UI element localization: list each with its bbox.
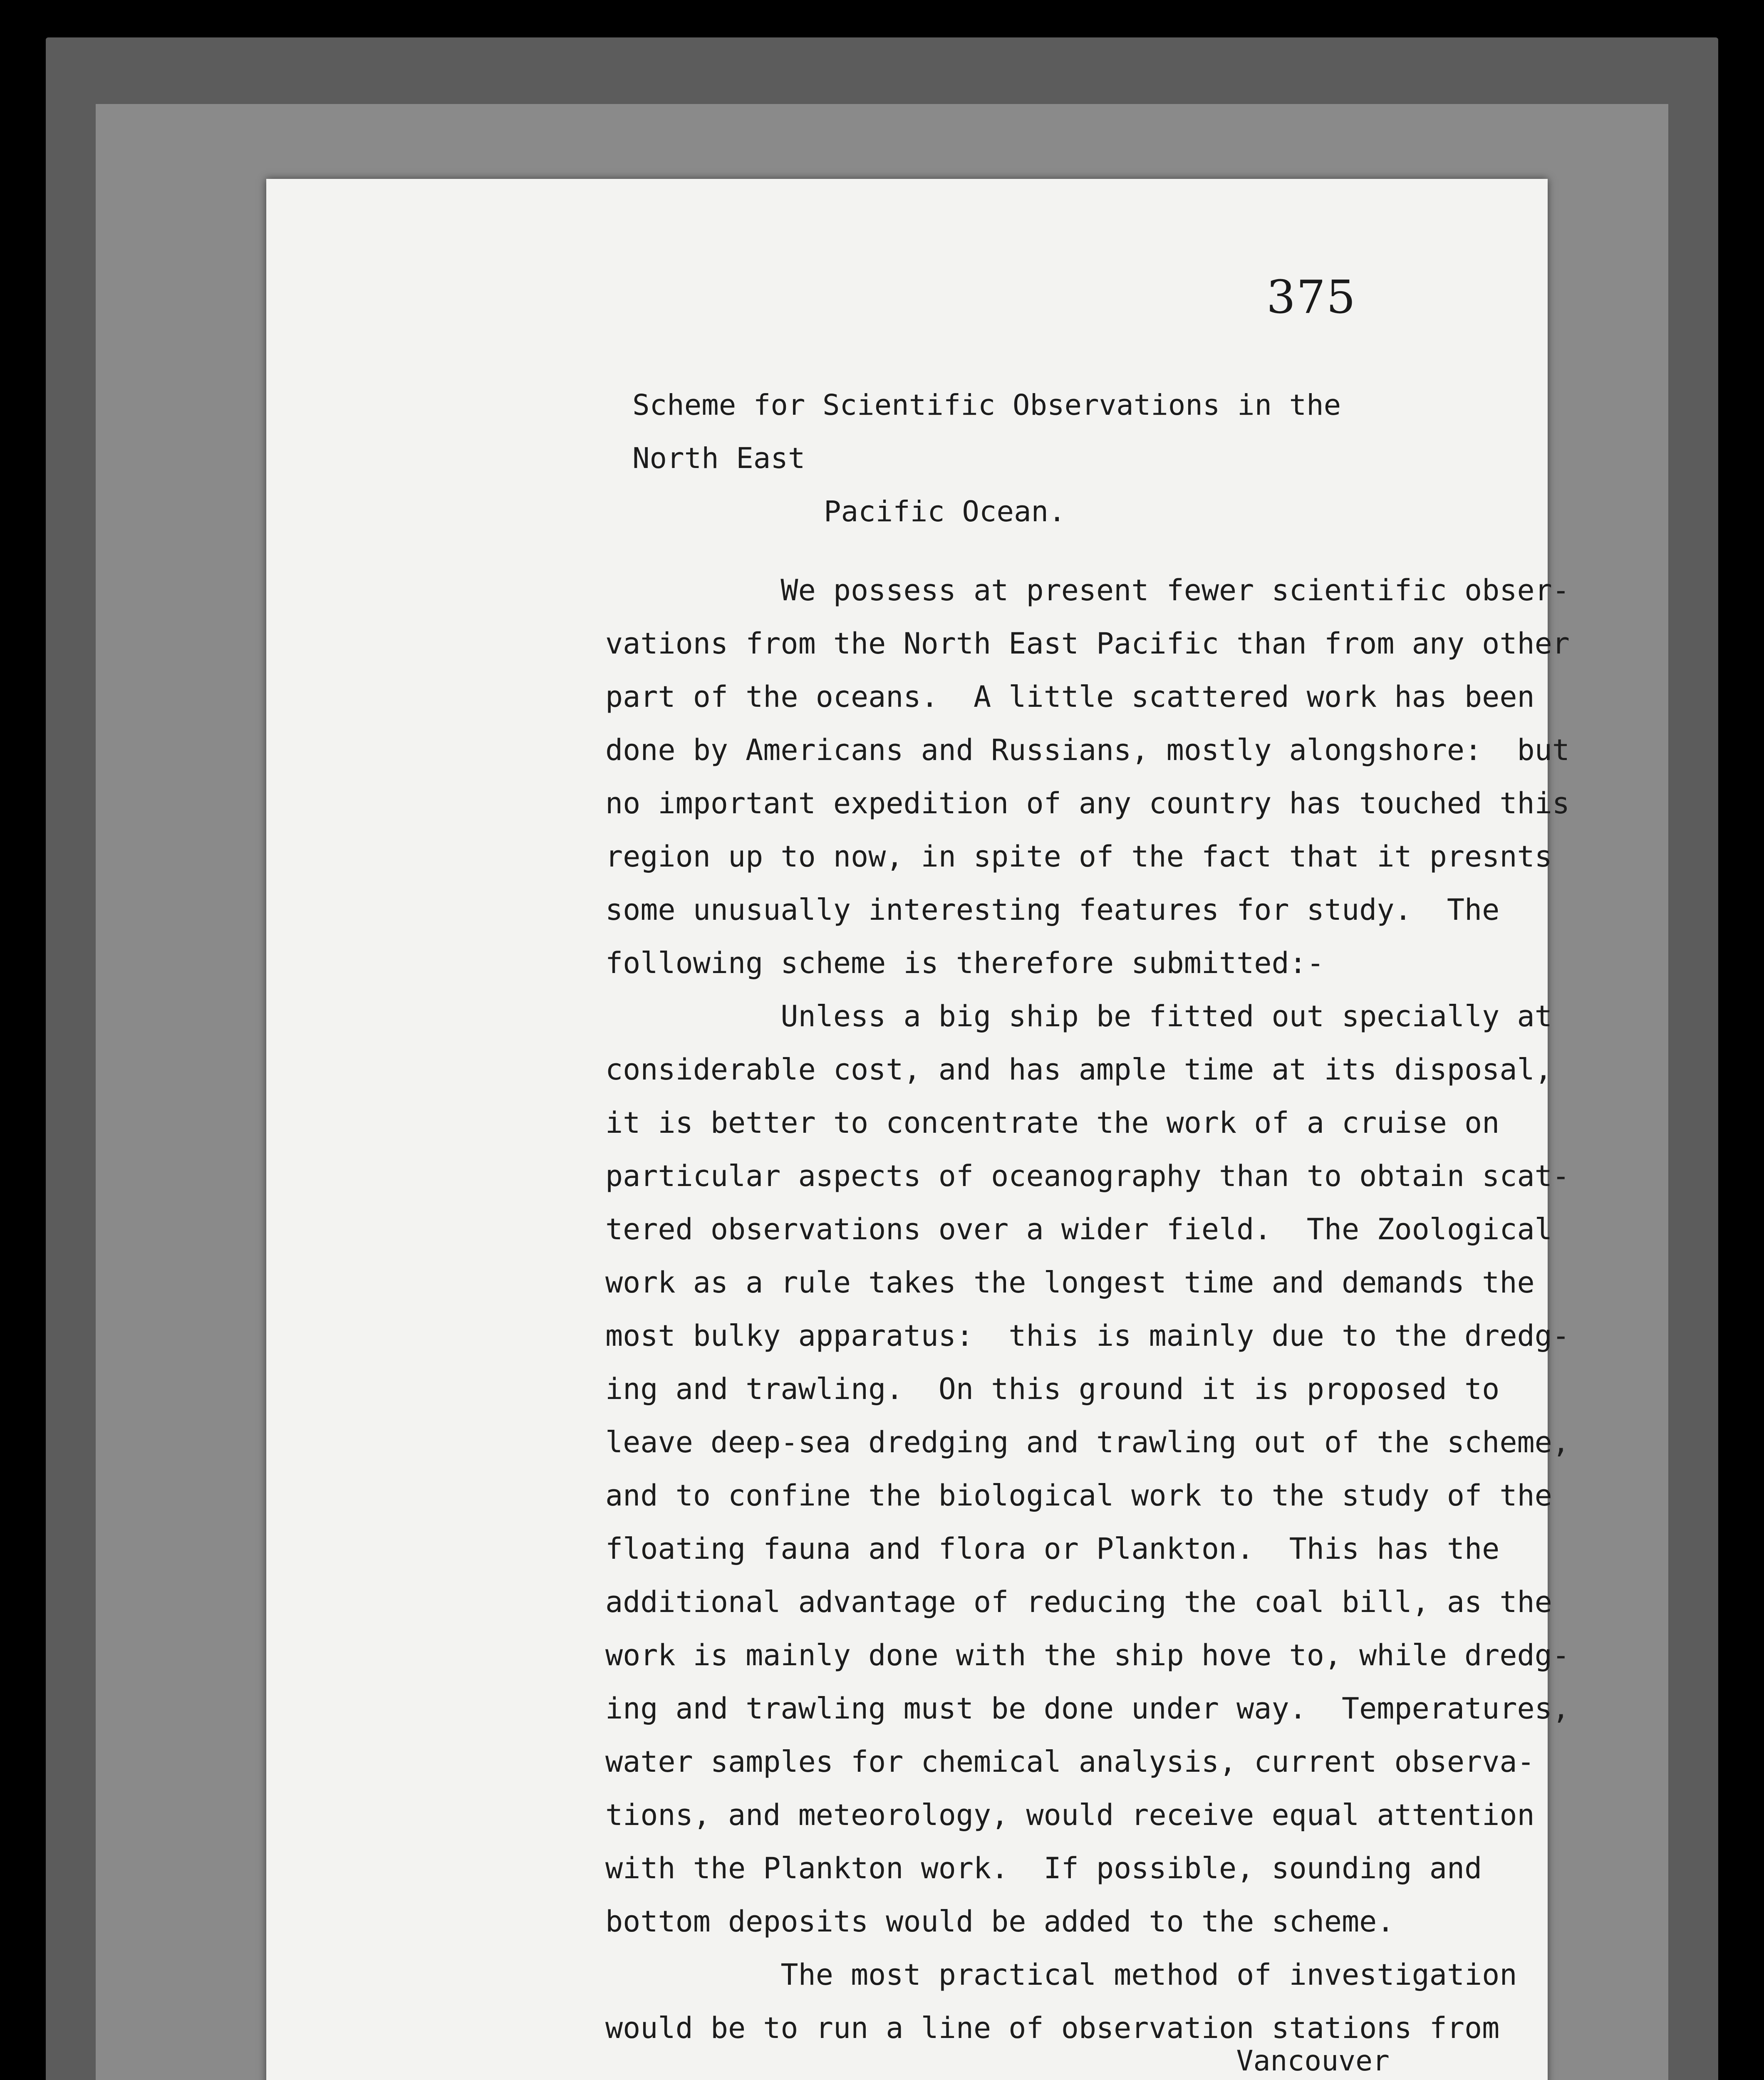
body-line: ing and trawling must be done under way. Temperatures, [605,1691,1570,1726]
document-title [632,379,1439,538]
page-number: 375 [1266,270,1356,324]
body-line: following scheme is therefore submitted:- [605,946,1324,980]
body-line: vations from the North East Pacific than from any other [605,626,1570,661]
body-line: part of the oceans. A little scattered work has been [605,680,1535,714]
body-line: additional advantage of reducing the coal bill, as the [605,1585,1552,1619]
body-line: would be to run a line of observation stations from [605,2011,1500,2045]
body-line: floating fauna and flora or Plankton. This has the [605,1532,1500,1566]
title-line-2: Pacific Ocean. [824,495,1066,528]
body-line: with the Plankton work. If possible, sounding and [605,1851,1482,1885]
body-line: ing and trawling. On this ground it is proposed to [605,1372,1500,1406]
body-line: water samples for chemical analysis, current observa- [605,1745,1535,1779]
body-line: considerable cost, and has ample time at its disposal, [605,1052,1552,1087]
body-line: no important expedition of any country has touched this [605,786,1570,820]
body-line: tions, and meteorology, would receive equal attention [605,1798,1535,1832]
body-line: leave deep-sea dredging and trawling out of the scheme, [605,1425,1570,1459]
body-line: particular aspects of oceanography than to obtain scat- [605,1159,1570,1193]
body-line: work as a rule takes the longest time and demands the [605,1265,1535,1300]
body-text [605,564,1570,2055]
body-line: some unusually interesting features for study. The [605,893,1500,927]
body-line: it is better to concentrate the work of a cruise on [605,1106,1500,1140]
body-line: Unless a big ship be fitted out specially at [605,999,1552,1033]
document-page [266,179,1570,2080]
body-line: The most practical method of investigation [605,1958,1517,1992]
body-line: most bulky apparatus: this is mainly due to the dredg- [605,1319,1570,1353]
body-line: and to confine the biological work to the study of the [605,1478,1552,1513]
body-line: bottom deposits would be added to the scheme. [605,1904,1395,1939]
catch-word: Vancouver [1236,2045,1390,2078]
body-line: work is mainly done with the ship hove to, while dredg- [605,1638,1570,1672]
body-line: tered observations over a wider field. The Zoological [605,1212,1552,1246]
title-line-1: Scheme for Scientific Observations in the North East [632,389,1341,475]
body-line: We possess at present fewer scientific obser- [605,573,1570,607]
body-line: done by Americans and Russians, mostly alongshore: but [605,733,1570,767]
body-line: region up to now, in spite of the fact that it presnts [605,839,1552,874]
